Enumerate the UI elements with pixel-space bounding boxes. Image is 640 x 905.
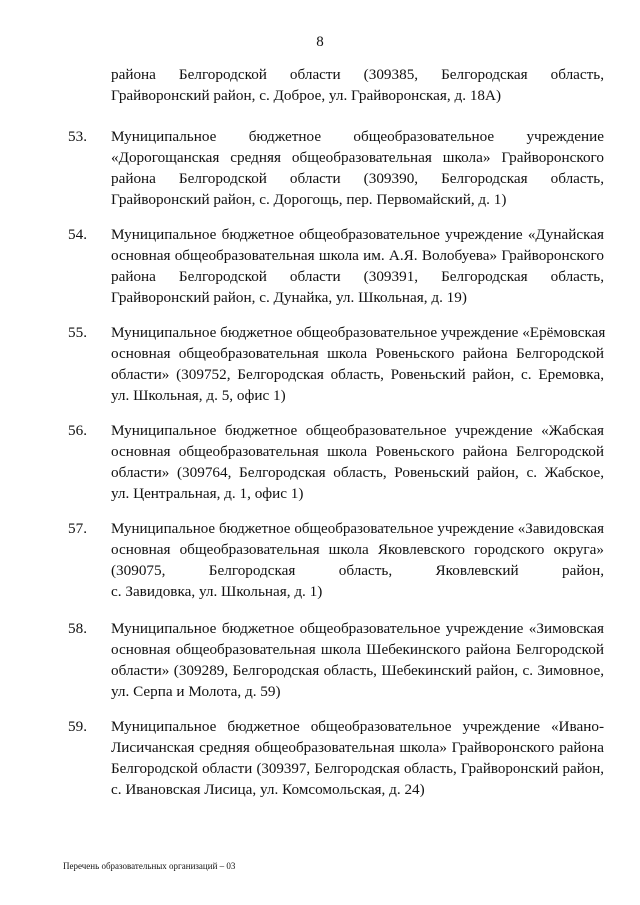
- item-line: области» (309764, Белгородская область, Ровеньский район, с. Жабское,: [111, 464, 604, 481]
- item-number: 58.: [68, 620, 87, 637]
- item-number: 53.: [68, 128, 87, 145]
- item-line: Грайворонский район, с. Дунайка, ул. Школьная, д. 19): [111, 289, 467, 306]
- item-line: Муниципальное бюджетное общеобразовательное учреждение «Ерёмовская: [111, 324, 606, 341]
- item-line: Муниципальное бюджетное общеобразовательное учреждение «Зимовская: [111, 620, 604, 637]
- item-line: ул. Школьная, д. 5, офис 1): [111, 387, 286, 404]
- item-line: с. Завидовка, ул. Школьная, д. 1): [111, 583, 323, 600]
- item-line: Грайворонский район, с. Дорогощь, пер. Первомайский, д. 1): [111, 191, 507, 208]
- item-line: области» (309752, Белгородская область, Ровеньский район, с. Еремовка,: [111, 366, 604, 383]
- item-number: 57.: [68, 520, 87, 537]
- item-line: основная общеобразовательная школа Яковлевского городского округа»: [111, 541, 604, 558]
- item-line: Лисичанская средняя общеобразовательная школа» Грайворонского района: [111, 739, 604, 756]
- item-line: ул. Серпа и Молота, д. 59): [111, 683, 281, 700]
- item-line: с. Ивановская Лисица, ул. Комсомольская, д. 24): [111, 781, 425, 798]
- item-line: Муниципальное бюджетное общеобразовательное учреждение: [111, 128, 604, 145]
- item-line: Муниципальное бюджетное общеобразовательное учреждение «Дунайская: [111, 226, 604, 243]
- item-line: основная общеобразовательная школа Ровеньского района Белгородской: [111, 443, 604, 460]
- item-line: Муниципальное бюджетное общеобразовательное учреждение «Жабская: [111, 422, 604, 439]
- item-line: района Белгородской области (309391, Белгородская область,: [111, 268, 604, 285]
- item-number: 56.: [68, 422, 87, 439]
- item-line: основная общеобразовательная школа им. А.Я. Волобуева» Грайворонского: [111, 247, 604, 264]
- item-number: 59.: [68, 718, 87, 735]
- item-line: Муниципальное бюджетное общеобразовательное учреждение «Завидовская: [111, 521, 604, 537]
- intro-line: Грайворонский район, с. Доброе, ул. Грайворонская, д. 18А): [111, 87, 502, 104]
- page-number: 8: [316, 34, 324, 50]
- item-line: ул. Центральная, д. 1, офис 1): [111, 485, 304, 502]
- item-number: 55.: [68, 324, 87, 341]
- item-line: основная общеобразовательная школа Ровеньского района Белгородской: [111, 345, 604, 362]
- intro-line: района Белгородской области (309385, Белгородская область,: [111, 66, 604, 83]
- item-line: «Дорогощанская средняя общеобразовательная школа» Грайворонского: [111, 149, 604, 166]
- item-line: Муниципальное бюджетное общеобразовательное учреждение «Ивано-: [111, 718, 604, 735]
- item-line: области» (309289, Белгородская область, Шебекинский район, с. Зимовное,: [111, 662, 604, 679]
- page-footer: Перечень образовательных организаций – 03: [63, 861, 236, 871]
- item-line: (309075, Белгородская область, Яковлевский район,: [111, 562, 604, 579]
- item-number: 54.: [68, 226, 87, 243]
- item-line: района Белгородской области (309390, Белгородская область,: [111, 170, 604, 187]
- item-line: Белгородской области (309397, Белгородская область, Грайворонский район,: [111, 761, 604, 777]
- item-line: основная общеобразовательная школа Шебекинского района Белгородской: [111, 641, 604, 658]
